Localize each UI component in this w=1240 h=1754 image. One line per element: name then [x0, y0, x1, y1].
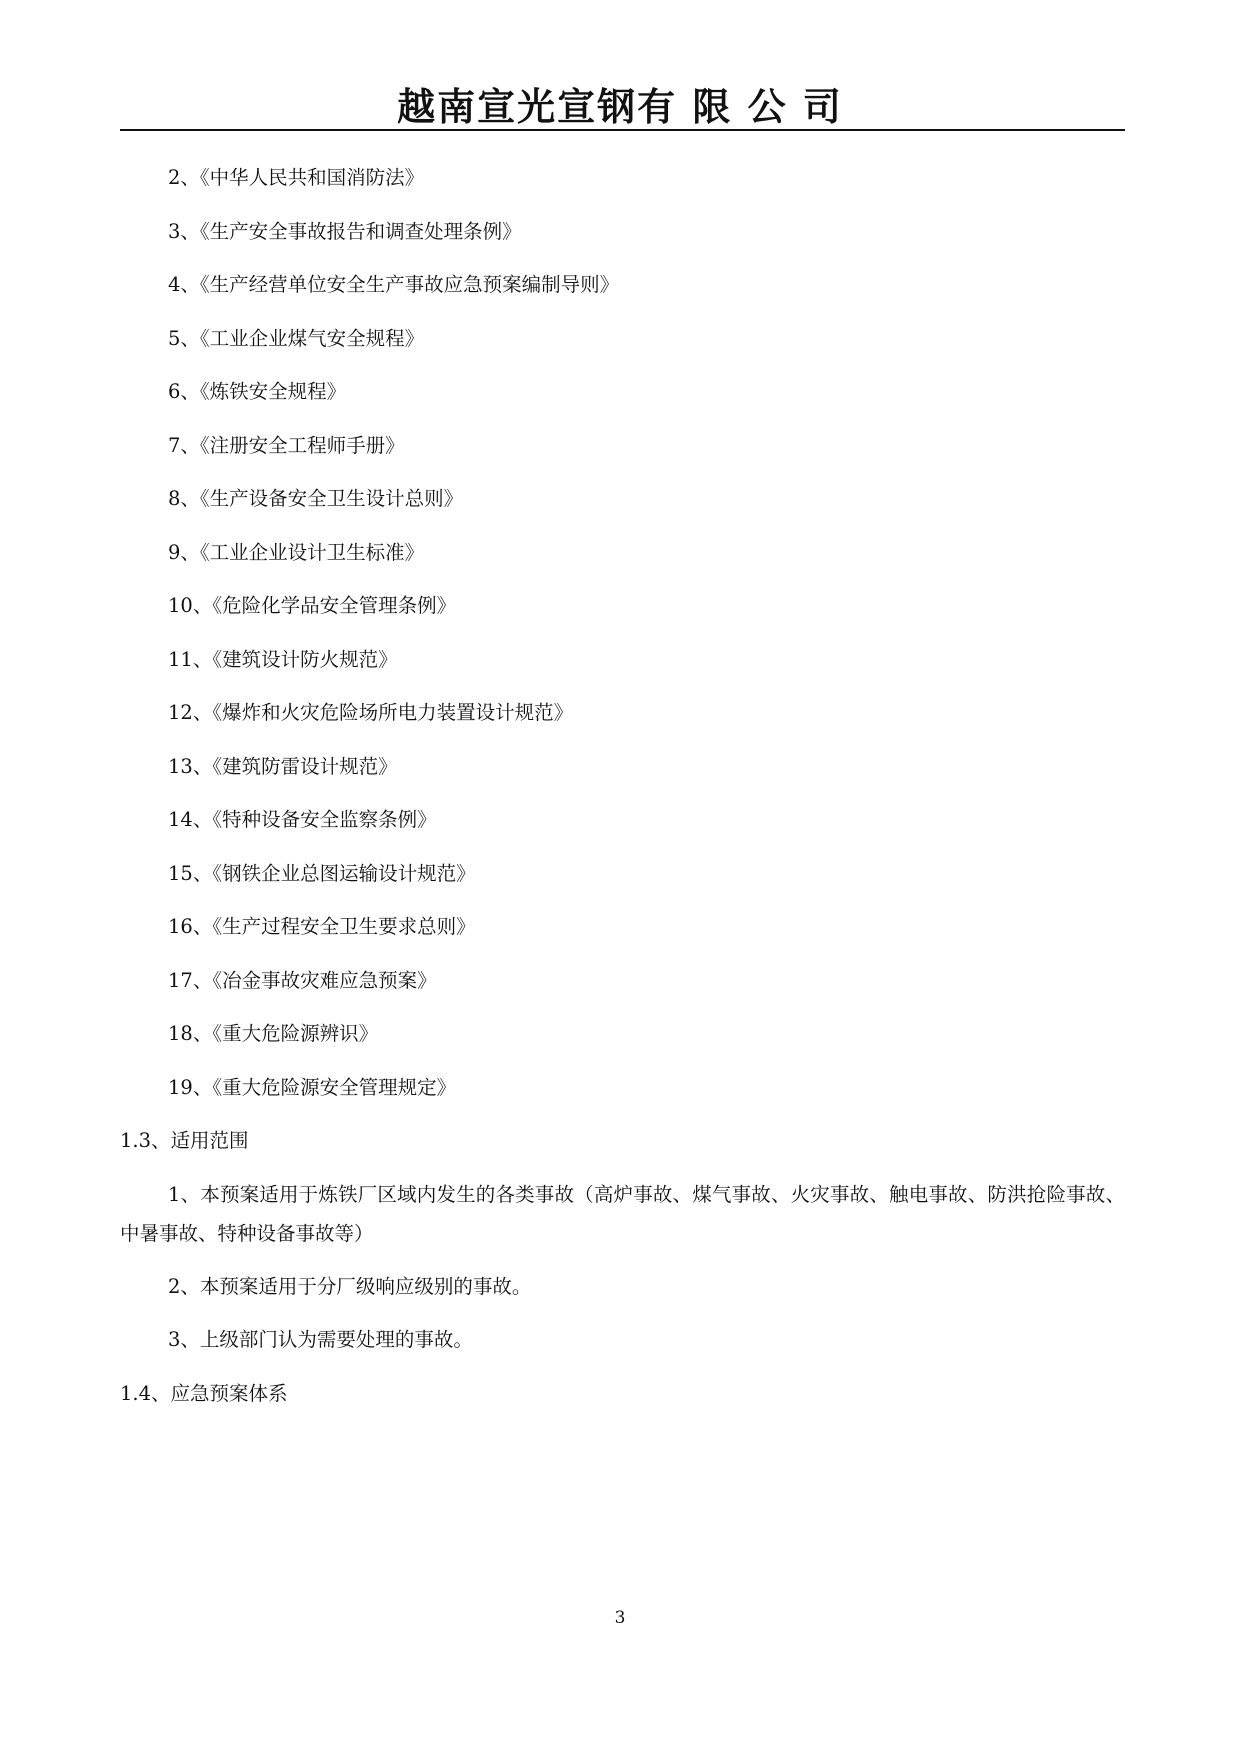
header-divider [120, 129, 1125, 131]
reference-item: 15、《钢铁企业总图运输设计规范》 [168, 861, 476, 885]
reference-item: 12、《爆炸和火灾危险场所电力装置设计规范》 [168, 701, 574, 724]
reference-item: 11、《建筑设计防火规范》 [168, 647, 398, 671]
reference-item: 13、《建筑防雷设计规范》 [168, 754, 398, 778]
reference-item: 8、《生产设备安全卫生设计总则》 [168, 487, 464, 510]
reference-item: 2、《中华人民共和国消防法》 [168, 166, 425, 189]
reference-item: 9、《工业企业设计卫生标准》 [168, 540, 425, 564]
document-body [120, 158, 1125, 1427]
reference-item: 18、《重大危险源辨识》 [168, 1022, 379, 1045]
reference-item: 3、《生产安全事故报告和调查处理条例》 [168, 219, 522, 243]
scope-item: 1、本预案适用于炼铁厂区域内发生的各类事故（高炉事故、煤气事故、火灾事故、触电事故、防洪抢险事故、中暑事故、特种设备事故等） [120, 1182, 1125, 1245]
reference-item: 17、《冶金事故灾难应急预案》 [168, 968, 437, 992]
section-heading-scope: 1.3、适用范围 [120, 1129, 249, 1152]
reference-item: 10、《危险化学品安全管理条例》 [168, 594, 457, 617]
reference-list [120, 158, 1125, 1121]
reference-item: 16、《生产过程安全卫生要求总则》 [168, 915, 476, 938]
reference-item: 4、《生产经营单位安全生产事故应急预案编制导则》 [168, 273, 620, 296]
reference-item: 7、《注册安全工程师手册》 [168, 433, 405, 457]
reference-item: 5、《工业企业煤气安全规程》 [168, 326, 425, 350]
reference-item: 19、《重大危险源安全管理规定》 [168, 1075, 457, 1099]
company-header-title: 越南宣光宣钢有 限 公 司 [397, 85, 843, 129]
page-number: 3 [614, 1608, 626, 1628]
scope-item: 2、本预案适用于分厂级响应级别的事故。 [168, 1274, 532, 1298]
reference-item: 6、《炼铁安全规程》 [168, 380, 347, 403]
scope-item: 3、上级部门认为需要处理的事故。 [168, 1328, 473, 1351]
reference-item: 14、《特种设备安全监察条例》 [168, 808, 437, 831]
section-heading-plan-system: 1.4、应急预案体系 [120, 1381, 288, 1405]
